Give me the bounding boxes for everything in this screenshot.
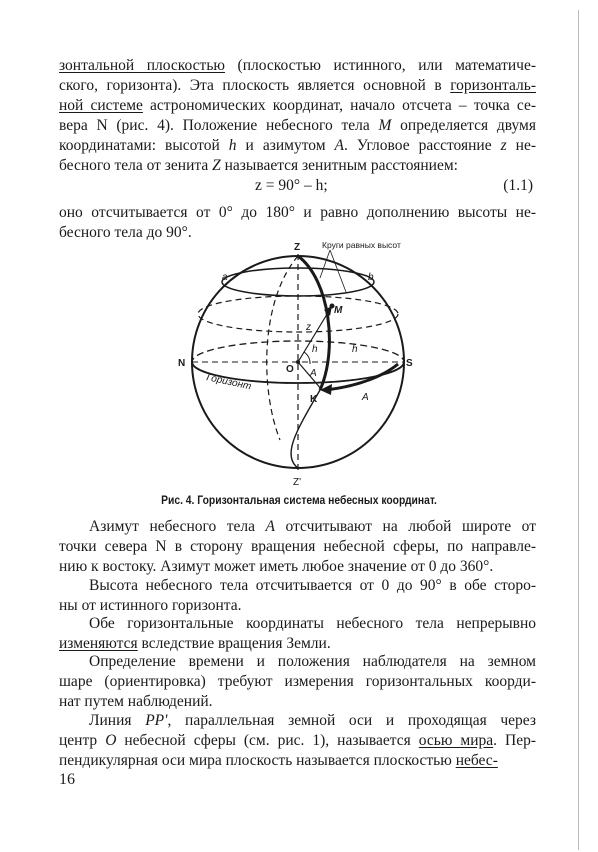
celestial-sphere-figure xyxy=(170,240,450,490)
text-line xyxy=(59,136,536,156)
text-run: Высота небесного тела отсчитывается от 0 до 90° в обе сторо- xyxy=(89,577,536,594)
label-height-inner: h xyxy=(312,344,318,355)
text-run: вследствие вращения Земли. xyxy=(137,635,331,652)
text-run: пендикулярная оси мира плоскость называется плоскостью xyxy=(59,752,456,769)
text-run: Обе горизонтальные координаты небесного тела непрерывно xyxy=(89,615,536,632)
text-line xyxy=(59,56,536,76)
underlined-term: осью мира xyxy=(418,732,494,749)
center-point xyxy=(296,360,300,364)
underlined-term: небес- xyxy=(455,752,498,769)
italic-symbol: A xyxy=(265,518,275,535)
leader-line-1 xyxy=(320,250,330,278)
equal-height-circle-upper xyxy=(222,268,374,296)
text-line xyxy=(59,692,536,712)
paragraph-orientation xyxy=(59,652,536,712)
text-line xyxy=(59,116,536,136)
figure-caption: Рис. 4. Горизонтальная система небесных координат. xyxy=(161,493,437,507)
text-run: астрономических координат, начало отсчета – точка се- xyxy=(142,97,536,114)
label-zenith: Z xyxy=(294,242,301,253)
text-line xyxy=(59,711,536,731)
text-run: шаре (ориентировка) требуют измерения горизонтальных коорди- xyxy=(59,673,536,690)
text-run: отсчитывают на любой широте от xyxy=(275,518,536,535)
italic-symbol: z xyxy=(500,137,507,154)
text-line xyxy=(59,203,536,223)
paragraph-coordinates-change xyxy=(59,614,536,654)
italic-symbol: M xyxy=(378,117,392,134)
label-horizon: Горизонт xyxy=(205,372,253,393)
text-line xyxy=(59,614,536,634)
text-line xyxy=(59,731,536,751)
paragraph-zenith-range xyxy=(59,203,536,243)
italic-symbol: h xyxy=(228,137,237,154)
text-line xyxy=(59,576,536,596)
text-line xyxy=(59,652,536,672)
text-run: , параллельная земной оси и проходящая через xyxy=(167,712,536,729)
underlined-term: зонтальной плоскостью xyxy=(59,57,225,74)
text-run: ны от истинного горизонта. xyxy=(59,597,242,614)
italic-symbol: PP' xyxy=(145,712,168,729)
italic-symbol: O xyxy=(105,732,117,749)
italic-symbol: Z xyxy=(212,157,221,174)
text-run: называется зенитным расстоянием: xyxy=(220,157,458,174)
text-run: ского, горизонта). Эта плоскость является основной в xyxy=(59,77,451,94)
text-line xyxy=(59,672,536,692)
text-run: вера N (рис. 4). Положение небесного тела xyxy=(59,117,379,134)
text-line xyxy=(59,96,536,116)
underlined-term: изменяются xyxy=(59,635,138,652)
text-run: точки севера N в сторону вращения небесной сферы, по направле- xyxy=(59,538,536,555)
text-run: Азимут небесного тела xyxy=(89,518,266,535)
text-run: оно отсчитывается от 0° до 180° и равно дополнению высоты не- xyxy=(59,204,536,221)
label-zenith-distance: z xyxy=(306,322,311,333)
text-run: и азимутом xyxy=(236,137,335,154)
text-run: нию к востоку. Азимут может иметь любое значение от 0 до 360°. xyxy=(59,558,494,575)
text-run: центр xyxy=(59,732,106,749)
label-b: b xyxy=(368,272,374,283)
text-run: определяется двумя xyxy=(391,117,536,134)
paragraph-horizontal-plane xyxy=(59,56,536,176)
text-line xyxy=(59,76,536,96)
text-run: бесного тела от зенита xyxy=(59,157,213,174)
label-south: S xyxy=(406,358,413,369)
text-run: Линия xyxy=(89,712,146,729)
text-run: . Пер- xyxy=(493,732,536,749)
page-number: 16 xyxy=(59,771,75,788)
label-k: K xyxy=(310,394,318,405)
formula-zenith-distance xyxy=(59,177,536,197)
meridian-back xyxy=(267,256,298,440)
text-run: Определение времени и положения наблюдателя на земном xyxy=(89,653,536,670)
label-azimuth-outer: A xyxy=(362,392,369,403)
label-azimuth-inner: A xyxy=(310,368,317,379)
text-run: небесной сферы (см. рис. 1), называется xyxy=(116,732,419,749)
text-line xyxy=(59,634,536,654)
page-edge-line xyxy=(578,10,579,850)
text-run: . Угловое расстояние xyxy=(344,137,501,154)
azimuth-arc-bold xyxy=(326,364,398,390)
text-run: не- xyxy=(506,137,536,154)
underlined-term: горизонталь- xyxy=(450,77,536,94)
text-run: бесного тела до 90°. xyxy=(59,224,192,241)
paragraph-azimuth xyxy=(59,517,536,577)
text-run: координатами: высотой xyxy=(59,137,229,154)
text-line xyxy=(59,596,536,616)
formula-text: z = 90° – h; xyxy=(255,177,328,194)
text-line xyxy=(59,751,536,771)
label-equal-heights: Круги равных высот xyxy=(322,240,401,250)
text-line xyxy=(59,537,536,557)
label-height-outer: h xyxy=(352,344,358,355)
label-a: a xyxy=(222,272,228,283)
label-center: O xyxy=(286,364,294,375)
label-nadir: Z' xyxy=(293,477,302,488)
text-line xyxy=(59,156,536,176)
formula-number: (1.1) xyxy=(503,177,533,194)
text-line xyxy=(59,517,536,537)
italic-symbol: A xyxy=(334,137,344,154)
text-run: (плоскостью истинного, или математиче- xyxy=(224,57,536,74)
underlined-term: ной системе xyxy=(59,97,143,114)
text-line xyxy=(59,557,536,577)
paragraph-height xyxy=(59,576,536,616)
paragraph-world-axis xyxy=(59,711,536,771)
label-north: N xyxy=(178,358,186,369)
text-run: нат путем наблюдений. xyxy=(59,693,213,710)
label-body: M xyxy=(334,305,343,316)
